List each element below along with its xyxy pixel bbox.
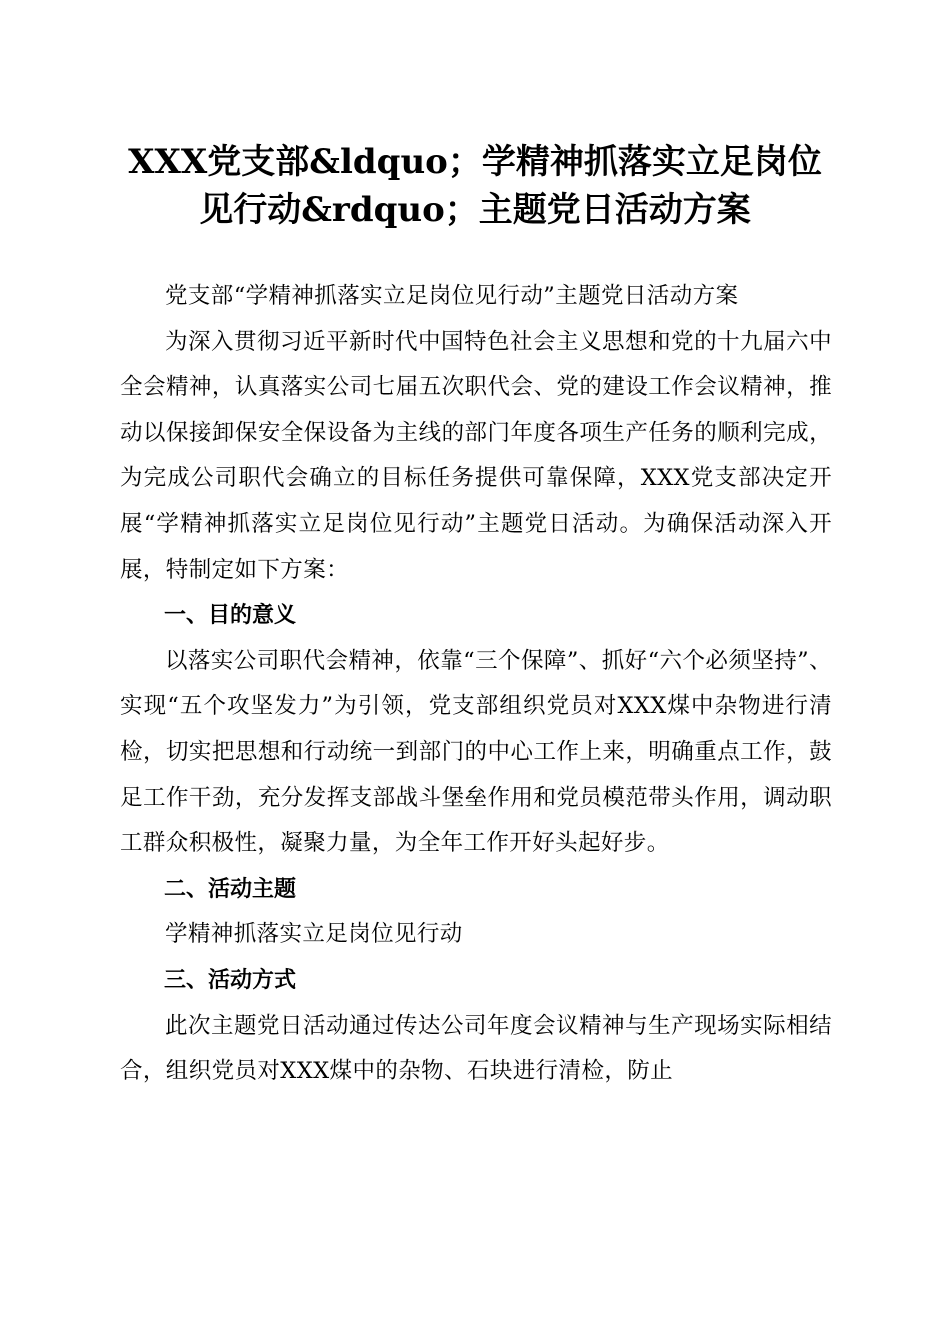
section-2-paragraph: 学精神抓落实立足岗位见行动 bbox=[165, 921, 463, 948]
intro-paragraph: 为深入贯彻习近平新时代中国特色社会主义思想和党的十九届六中全会精神，认真落实公司七届五次职代会、党的建设工作会议精神，推动以保接卸保安全保设备为主线的部门年度各项生产任务的顺利完成，为完成公司职代会确立的目标任务提供可靠保障，XXX党支部决定开展“学精神抓落实立足岗位见行动”主题党日活动。为确保活动深入开展，特制定如下方案： bbox=[120, 328, 832, 583]
document-title-line-1: XXX党支部&ldquo；学精神抓落实立足岗位 bbox=[128, 142, 822, 182]
document-title-line-2: 见行动&rdquo；主题党日活动方案 bbox=[199, 190, 751, 230]
section-3-heading: 三、活动方式 bbox=[164, 967, 297, 993]
section-2-heading: 二、活动主题 bbox=[164, 876, 297, 902]
section-1-heading: 一、目的意义 bbox=[164, 603, 297, 629]
section-1-paragraph: 以落实公司职代会精神，依靠“三个保障”、抓好“六个必须坚持”、实现“五个攻坚发力”为引领，党支部组织党员对XXX煤中杂物进行清检，切实把思想和行动统一到部门的中心工作上来，明确重点工作，鼓足工作干劲，充分发挥支部战斗堡垒作用和党员模范带头作用，调动职工群众积极性，凝聚力量，为全年工作开好头起好步。 bbox=[120, 647, 832, 857]
document-subtitle: 党支部“学精神抓落实立足岗位见行动”主题党日活动方案 bbox=[165, 283, 739, 309]
section-3-paragraph: 此次主题党日活动通过传达公司年度会议精神与生产现场实际相结合，组织党员对XXX煤中的杂物、石块进行清检，防止 bbox=[120, 1012, 832, 1085]
document-body bbox=[120, 274, 832, 1095]
